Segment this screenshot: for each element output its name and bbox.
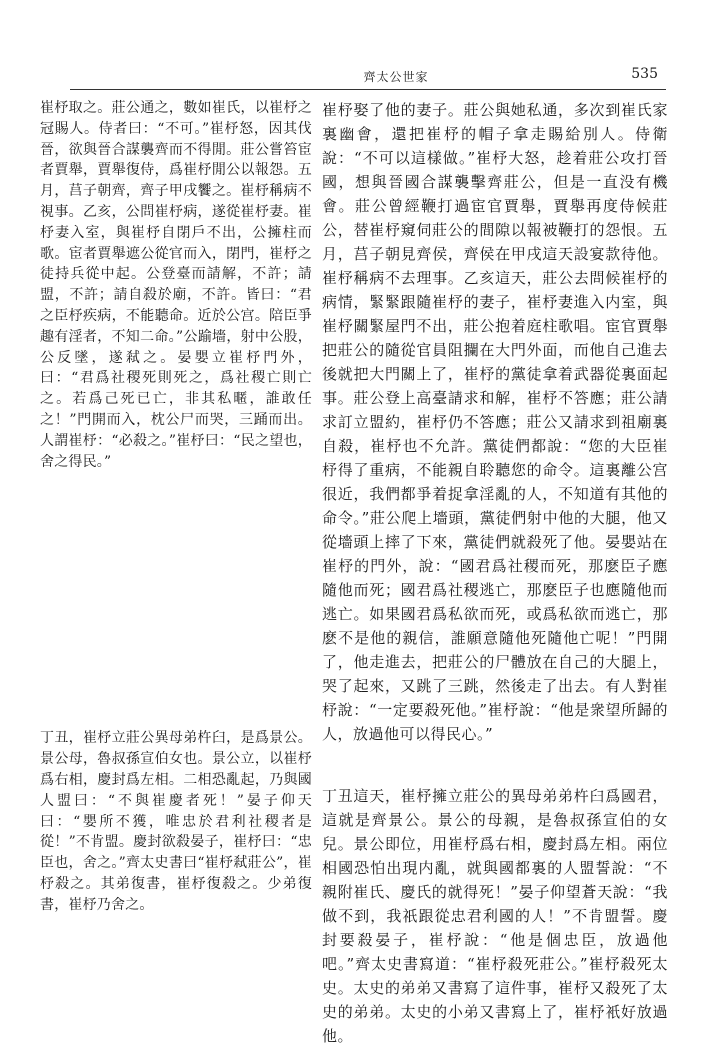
- classical-text-column: [40, 98, 312, 916]
- translation-text-column: [322, 98, 668, 1048]
- translation-paragraph-1: [322, 98, 668, 746]
- classical-paragraph-2: [40, 728, 312, 915]
- page-number: 535: [631, 66, 658, 82]
- classical-paragraph-1: [40, 98, 312, 472]
- classical-paragraph-1-text: 崔杼取之。莊公通之，數如崔氏，以崔杼之冠賜人。侍者曰：“不可。”崔杼怒，因其伐晉，欲與晉合謀襲齊而不得閒。莊公嘗笞宦者賈舉，賈舉復侍，爲崔杼閒公以報怨。五月，莒子朝齊，齊子甲戌饗之。崔杼稱病不視事。乙亥，公問崔杼病，遂從崔杼妻。崔杼妻入室，與崔杼自閉戶不出，公擁柱而歌。宦者賈舉遮公從官而入，閉門，崔杼之徒持兵從中起。公登臺而請解，不許；請盟，不許；請自殺於廟，不許。皆曰：“君之臣杼疾病，不能聽命。近於公宫。陪臣爭趣有淫者，不知二命。”公踰墻，射中公股，公反墜，遂弒之。晏嬰立崔杼門外，曰：“君爲社稷死則死之，爲社稷亡則亡之。若爲己死已亡，非其私暱，誰敢任之！”門開而入，枕公尸而哭，三踊而出。人謂崔杼：“必殺之。”崔杼曰：“民之望也，舍之得民。”: [40, 100, 312, 470]
- translation-paragraph-2-text: 丁丑這天，崔杼擁立莊公的異母弟弟杵臼爲國君，這就是齊景公。景公的母親，是魯叔孫宣伯的女兒。景公即位，用崔杼爲右相，慶封爲左相。兩位相國恐怕出現内亂，就與國都裏的人盟誓說：“不親附崔氏、慶氏的就得死！”晏子仰望蒼天說：“我做不到，我祇跟從忠君利國的人！”不肯盟誓。慶封要殺晏子，崔杼說：“他是個忠臣，放過他吧。”齊太史書寫道：“崔杼殺死莊公。”崔杼殺死太史。太史的弟弟又書寫了這件事，崔杼又殺死了太史的弟弟。太史的小弟又書寫上了，崔杼衹好放過他。: [322, 787, 668, 1045]
- classical-paragraph-2-text: 丁丑，崔杼立莊公異母弟杵臼，是爲景公。景公母，魯叔孫宣伯女也。景公立，以崔杼爲右相，慶封爲左相。二相恐亂起，乃與國人盟曰：“不與崔慶者死！”晏子仰天曰：“嬰所不獲，唯忠於君利社稷者是從！”不肯盟。慶封欲殺晏子，崔杼曰：“忠臣也，舍之。”齊太史書曰“崔杼弒莊公”，崔杼殺之。其弟復書，崔杼復殺之。少弟復書，崔杼乃舍之。: [40, 730, 312, 913]
- column-spacer: [40, 472, 312, 728]
- header-rule: [70, 89, 666, 90]
- running-head: 齊太公世家: [363, 70, 429, 84]
- column-spacer: [322, 746, 668, 784]
- translation-paragraph-2: [322, 784, 668, 1048]
- translation-paragraph-1-text: 崔杼娶了他的妻子。莊公與她私通，多次到崔氏家裏幽會，還把崔杼的帽子拿走賜給別人。侍衛說：“不可以這樣做。”崔杼大怒，趁着莊公攻打晉國，想與晉國合謀襲擊齊莊公，但是一直没有機會。莊公曾經鞭打過宦官賈舉，賈舉再度侍候莊公，替崔杼窺伺莊公的間隙以報被鞭打的怨恨。五月，莒子朝見齊侯，齊侯在甲戌這天設宴款待他。崔杼稱病不去理事。乙亥這天，莊公去問候崔杼的病情，緊緊跟隨崔杼的妻子，崔杼妻進入内室，與崔杼關緊屋門不出，莊公抱着庭柱歌唱。宦官賈舉把莊公的隨從官員阻攔在大門外面，而他自己進去後就把大門關上了，崔杼的黨徒拿着武器從裏面起事。莊公登上高臺請求和解，崔杼不答應；莊公請求訂立盟約，崔杼仍不答應；莊公又請求到祖廟裏自殺，崔杼也不允許。黨徒們都說：“您的大臣崔杼得了重病，不能親自聆聽您的命令。這裏離公宫很近，我們都爭着捉拿淫亂的人，不知道有其他的命令。”莊公爬上墻頭，黨徒們射中他的大腿，他又從墻頭上摔了下來，黨徒們就殺死了他。晏嬰站在崔杼的門外，說：“國君爲社稷而死，那麽臣子應隨他而死；國君爲社稷逃亡，那麽臣子也應隨他而逃亡。如果國君爲私欲而死，或爲私欲而逃亡，那麽不是他的親信，誰願意隨他死隨他亡呢！”門開了，他走進去，把莊公的尸體放在自己的大腿上，哭了起來，又跳了三跳，然後走了出去。有人對崔杼說：“一定要殺死他。”崔杼說：“他是衆望所歸的人，放過他可以得民心。”: [322, 101, 668, 743]
- page-header: [30, 60, 680, 84]
